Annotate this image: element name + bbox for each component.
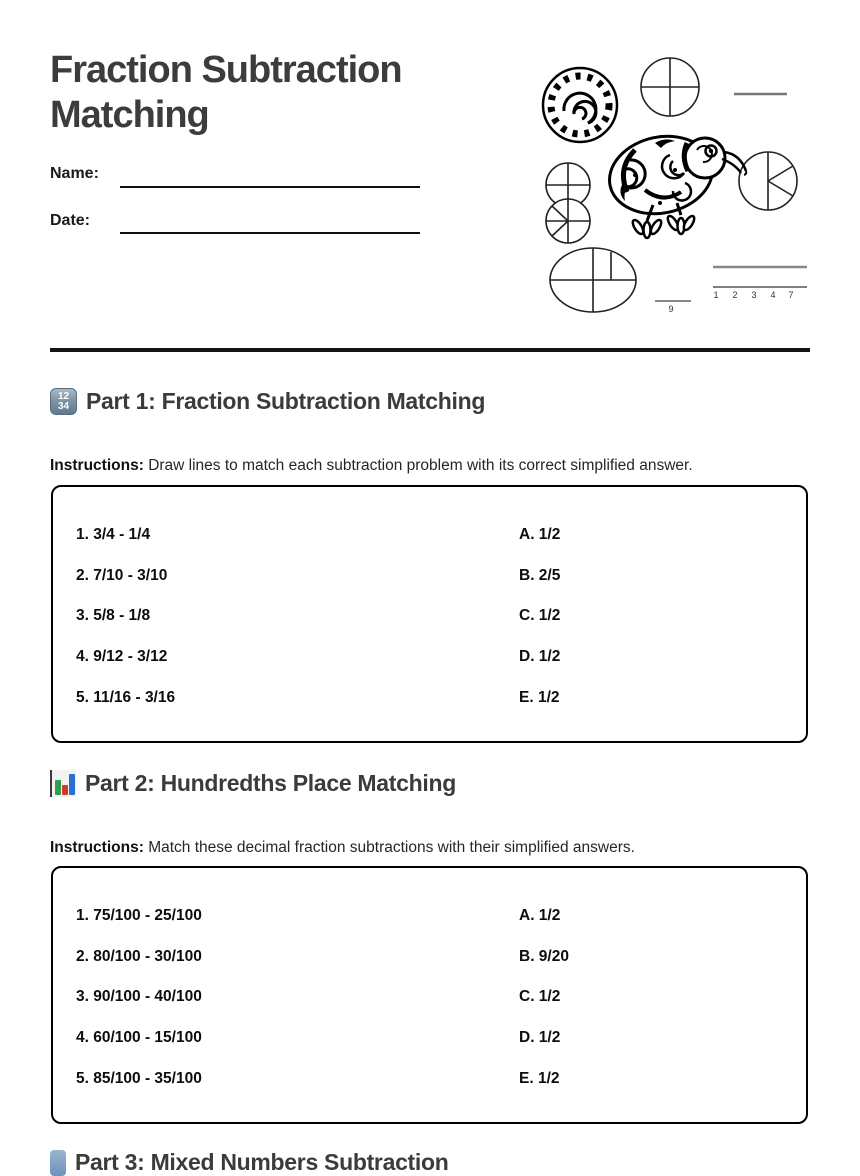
part1-matching-box xyxy=(51,485,808,743)
answer-item[interactable]: A. 1/2 xyxy=(519,907,561,925)
tick-label: 2 xyxy=(732,290,738,300)
answer-item[interactable]: E. 1/2 xyxy=(519,1069,560,1087)
part2-matching-box xyxy=(51,866,808,1124)
part1-heading xyxy=(50,388,485,415)
problem-item[interactable]: 5. 85/100 - 35/100 xyxy=(76,1069,202,1087)
problem-item[interactable]: 3. 90/100 - 40/100 xyxy=(76,988,202,1006)
answer-item[interactable]: E. 1/2 xyxy=(519,688,560,706)
answer-item[interactable]: B. 9/20 xyxy=(519,947,569,965)
sixths-circle xyxy=(739,152,797,210)
divided-ellipse xyxy=(550,248,636,312)
match-row xyxy=(53,937,806,978)
part2-heading xyxy=(50,770,456,797)
date-label: Date: xyxy=(50,212,91,229)
part1-title: Part 1: Fraction Subtraction Matching xyxy=(86,388,486,414)
problem-item[interactable]: 1. 75/100 - 25/100 xyxy=(76,907,202,925)
part1-instructions: Instructions: Draw lines to match each subtraction problem with its correct simplified answer. xyxy=(50,456,693,474)
kiwi-bird xyxy=(602,127,746,238)
problem-item[interactable]: 2. 80/100 - 30/100 xyxy=(76,947,202,965)
match-row xyxy=(53,515,806,556)
match-row xyxy=(53,596,806,637)
tick-label: 3 xyxy=(751,290,757,300)
answer-item[interactable]: C. 1/2 xyxy=(519,988,561,1006)
tick-label: 1 xyxy=(713,290,719,300)
date-input-line[interactable] xyxy=(120,232,420,234)
name-label: Name: xyxy=(50,165,99,182)
problem-item[interactable]: 1. 3/4 - 1/4 xyxy=(76,526,151,544)
match-row xyxy=(53,556,806,597)
kiwi-fraction-illustration xyxy=(535,55,815,320)
answer-item[interactable]: D. 1/2 xyxy=(519,648,561,666)
part2-title: Part 2: Hundredths Place Matching xyxy=(85,770,456,796)
match-row xyxy=(53,977,806,1018)
problem-item[interactable]: 2. 7/10 - 3/10 xyxy=(76,566,168,584)
tick-label: 7 xyxy=(788,290,794,300)
match-row xyxy=(53,637,806,678)
match-row xyxy=(53,677,806,718)
overlapping-fraction-circles xyxy=(546,163,590,243)
problem-item[interactable]: 4. 60/100 - 15/100 xyxy=(76,1029,202,1047)
tick-label: 4 xyxy=(770,290,776,300)
section-divider xyxy=(50,348,810,352)
match-row xyxy=(53,896,806,937)
answer-item[interactable]: D. 1/2 xyxy=(519,1029,561,1047)
bar-chart-icon xyxy=(50,770,76,797)
problem-item[interactable]: 4. 9/12 - 3/12 xyxy=(76,648,168,666)
part3-heading xyxy=(50,1149,449,1176)
page-title: Fraction Subtraction Matching xyxy=(50,49,402,136)
name-input-line[interactable] xyxy=(120,186,420,188)
match-row xyxy=(53,1018,806,1059)
blue-badge-icon xyxy=(50,1150,66,1176)
problem-item[interactable]: 5. 11/16 - 3/16 xyxy=(76,688,176,706)
answer-item[interactable]: B. 2/5 xyxy=(519,566,561,584)
input-numbers-icon: 12 34 xyxy=(50,388,77,415)
koru-spiral-circle xyxy=(543,68,617,142)
part3-title: Part 3: Mixed Numbers Subtraction xyxy=(75,1149,449,1175)
part2-instructions: Instructions: Match these decimal fraction subtractions with their simplified answers. xyxy=(50,838,635,856)
quartered-circle xyxy=(641,58,699,116)
answer-item[interactable]: C. 1/2 xyxy=(519,607,561,625)
problem-item[interactable]: 3. 5/8 - 1/8 xyxy=(76,607,151,625)
number-line xyxy=(655,267,807,314)
nine-label: 9 xyxy=(668,304,674,314)
match-row xyxy=(53,1058,806,1099)
answer-item[interactable]: A. 1/2 xyxy=(519,526,561,544)
